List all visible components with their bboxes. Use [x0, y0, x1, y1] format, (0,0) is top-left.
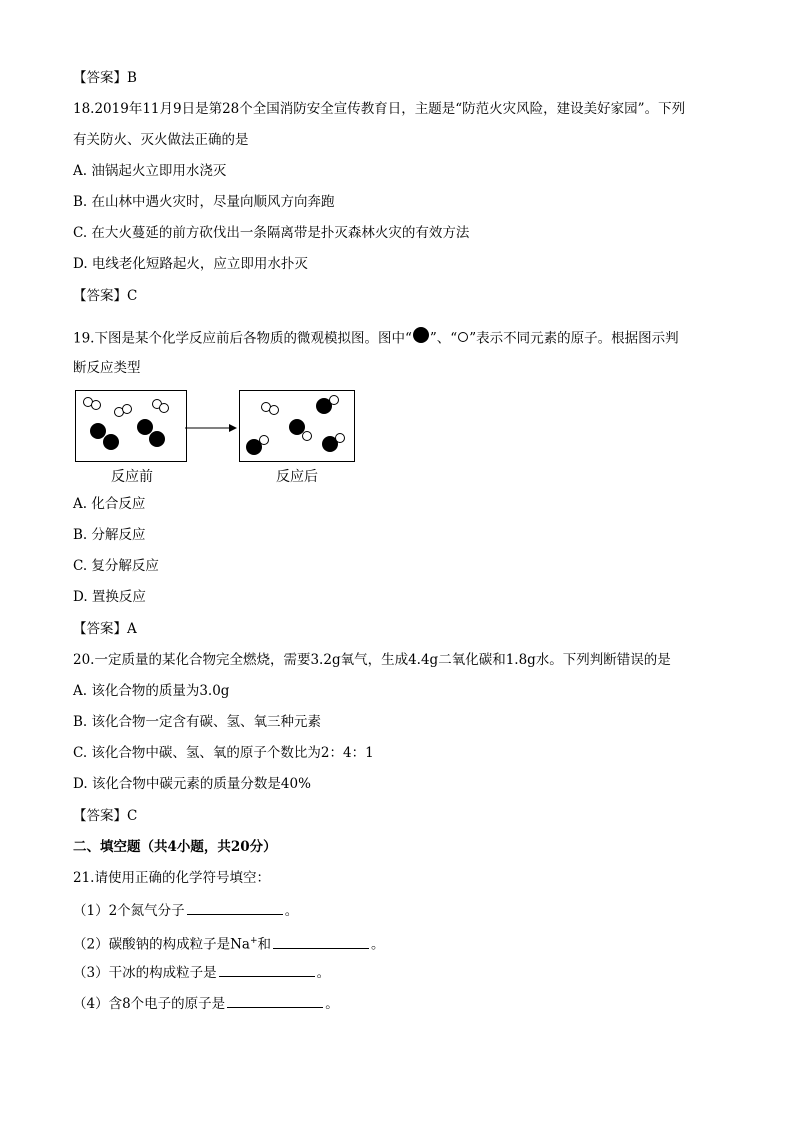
question-21-item-2-mid: 和	[257, 936, 271, 953]
question-19-option-b: B. 分解反应	[73, 527, 146, 543]
question-21-item-2	[73, 931, 385, 955]
before-reaction-label: 反应前	[111, 469, 153, 485]
question-21-item-4-prefix: （4）含8个电子的原子是	[73, 996, 226, 1012]
question-19-option-c: C. 复分解反应	[73, 558, 159, 574]
question-21-item-1-prefix: （1）2个氮气分子	[73, 903, 185, 919]
answer-blank-3[interactable]	[219, 962, 315, 977]
before-molecule-ww-3	[153, 400, 169, 413]
question-21-item-3-prefix: （3）干冰的构成粒子是	[73, 965, 217, 981]
question-18-line1: 18.2019年11月9日是第28个全国消防安全宣传教育日，主题是“防范火灾风险，建设美好家园”。下列	[73, 101, 686, 117]
answer-20: 【答案】C	[73, 808, 138, 824]
question-18-line2: 有关防火、灭火做法正确的是	[73, 132, 249, 148]
before-molecule-bb-1	[90, 423, 119, 450]
question-19-line2: 断反应类型	[73, 360, 141, 376]
question-20-option-c: C. 该化合物中碳、氢、氧的原子个数比为2：4：1	[73, 745, 374, 761]
before-molecule-bb-2	[137, 419, 165, 447]
question-19-text-b: ”、“	[429, 330, 458, 347]
question-21-item-4-suffix: 。	[325, 996, 339, 1012]
question-19-text-a: 19.下图是某个化学反应前后各物质的微观模拟图。图中“	[73, 330, 412, 347]
answer-blank-4[interactable]	[227, 993, 323, 1008]
sodium-ion-charge: +	[249, 936, 258, 946]
question-18-option-c: C. 在大火蔓延的前方砍伐出一条隔离带是扑灭森林火灾的有效方法	[73, 225, 470, 241]
section-2-title: 二、填空题（共4小题，共20分）	[73, 839, 277, 855]
question-20-option-d: D. 该化合物中碳元素的质量分数是40%	[73, 776, 311, 792]
after-molecule-bw-3	[246, 436, 269, 456]
question-19-text-c: ”表示不同元素的原子。根据图示判	[469, 330, 679, 347]
question-18-option-a: A. 油锅起火立即用水浇灭	[73, 163, 227, 179]
question-18-option-d: D. 电线老化短路起火，应立即用水扑灭	[73, 256, 308, 272]
answer-17: 【答案】B	[73, 70, 137, 86]
answer-19: 【答案】A	[73, 621, 137, 637]
before-molecule-ww-1	[84, 398, 101, 410]
after-molecule-bw-4	[322, 434, 345, 453]
question-20-line1: 20.一定质量的某化合物完全燃烧，需要3.2g氧气，生成4.4g二氧化碳和1.8g水。下列判断错误的是	[73, 652, 671, 668]
question-21-item-4	[73, 993, 339, 1014]
after-molecule-ww	[262, 403, 279, 415]
question-19-option-d: D. 置换反应	[73, 589, 146, 605]
answer-blank-2[interactable]	[273, 934, 369, 949]
before-molecule-ww-2	[115, 405, 132, 417]
question-21-stem: 21.请使用正确的化学符号填空：	[73, 870, 270, 886]
question-19-option-a: A. 化合反应	[73, 496, 146, 512]
question-21-item-2-prefix: （2）碳酸钠的构成粒子是Na	[73, 936, 250, 953]
question-18-option-b: B. 在山林中遇火灾时，尽量向顺风方向奔跑	[73, 194, 335, 210]
after-molecule-bw-1	[316, 396, 339, 415]
answer-blank-1[interactable]	[187, 900, 283, 915]
question-21-item-2-suffix: 。	[371, 936, 385, 953]
question-21-item-3-suffix: 。	[316, 965, 331, 981]
after-molecule-bw-2	[289, 419, 312, 441]
answer-18: 【答案】C	[73, 288, 138, 304]
question-20-option-a: A. 该化合物的质量为3.0g	[73, 683, 230, 699]
question-20-option-b: B. 该化合物一定含有碳、氢、氧三种元素	[73, 714, 322, 730]
question-21-item-3	[73, 962, 330, 983]
after-reaction-label: 反应后	[276, 469, 318, 485]
question-21-item-1	[73, 900, 298, 921]
question-21-item-1-suffix: 。	[284, 903, 299, 919]
